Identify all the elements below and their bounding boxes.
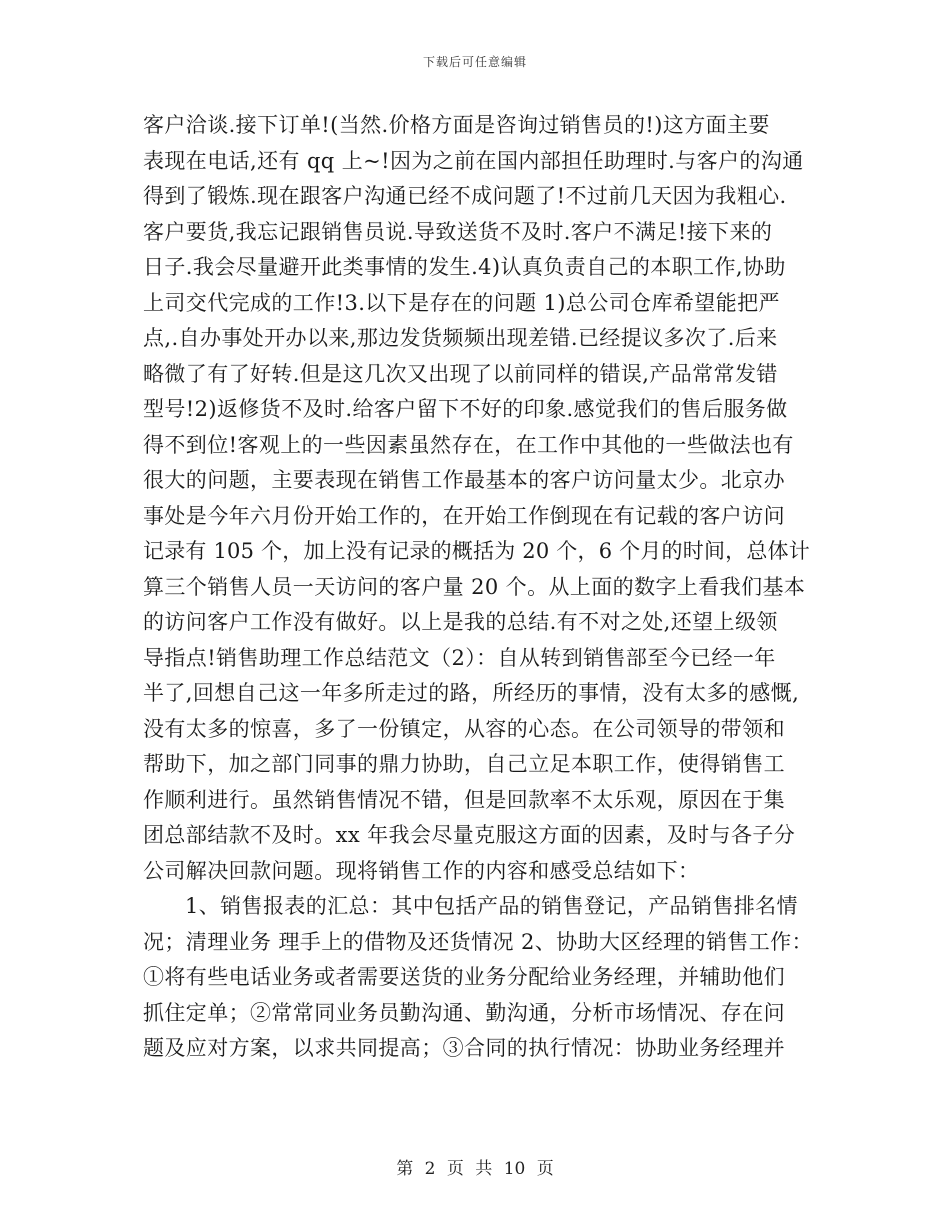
text-line: 帮助下，加之部门同事的鼎力协助，自己立足本职工作，使得销售工 [143,752,785,776]
text-line: 事处是今年六月份开始工作的，在开始工作倒现在有记载的客户访问 [143,503,785,528]
text-line: 记录有 105 个，加上没有记录的概括为 20 个，6 个月的时间，总体计 [143,539,810,563]
text-line: 上司交代完成的工作!3.以下是存在的问题 1)总公司仓库希望能把严 [143,290,780,315]
text-line: 没有太多的惊喜，多了一份镇定，从容的心态。在公司领导的带领和 [143,716,785,741]
text-line: 表现在电话,还有 qq 上~!因为之前在国内部担任助理时.与客户的沟通 [143,148,804,173]
text-line: 点,.自办事处开办以来,那边发货频频出现差错.已经提议多次了.后来 [143,326,778,350]
text-line: 半了,回想自己这一年多所走过的路，所经历的事情，没有太多的感慨, [143,681,800,705]
text-line: 很大的问题，主要表现在销售工作最基本的客户访问量太少。北京办 [143,468,785,492]
document-body [143,108,815,1067]
text-line: 客户要货,我忘记跟销售员说.导致送货不及时.客户不满足!接下来的 [143,219,773,244]
text-line: 得不到位!客观上的一些因素虽然存在，在工作中其他的一些做法也有 [143,432,794,457]
text-line: 团总部结款不及时。xx 年我会尽量克服这方面的因素，及时与各子分 [143,823,796,847]
text-line: 公司解决回款问题。现将销售工作的内容和感受总结如下： [143,858,700,883]
text-line: ①将有些电话业务或者需要送货的业务分配给业务经理，并辅助他们 [143,965,785,989]
page-header: 下载后可任意编辑 [422,55,527,69]
text-line: 客户洽谈.接下订单!(当然.价格方面是咨询过销售员的!)这方面主要 [143,113,770,137]
page-number-footer: 第 2 页 共 10 页 [396,1159,554,1179]
text-line: 况；清理业务 理手上的借物及还货情况 2、协助大区经理的销售工作： [143,929,813,954]
text-line: 的访问客户工作没有做好。以上是我的总结.有不对之处,还望上级领 [143,610,778,634]
text-line: 略微了有了好转.但是这几次又出现了以前同样的错误,产品常常发错 [143,361,778,386]
text-line: 型号!2)返修货不及时.给客户留下不好的印象.感觉我们的售后服务做 [143,397,788,421]
text-line: 导指点!销售助理工作总结范文（2）：自从转到销售部至今已经一年 [143,645,776,670]
text-line: 算三个销售人员一天访问的客户量 20 个。从上面的数字上看我们基本 [143,574,806,599]
text-line: 作顺利进行。虽然销售情况不错，但是回款率不太乐观，原因在于集 [143,787,785,812]
text-line: 抓住定单；②常常同业务员勤沟通、勤沟通，分析市场情况、存在问 [143,1000,785,1025]
text-line: 日子.我会尽量避开此类事情的发生.4)认真负责自己的本职工作,协助 [143,255,786,279]
text-line: 得到了锻炼.现在跟客户沟通已经不成问题了!不过前几天因为我粗心. [143,184,787,208]
text-line: 题及应对方案，以求共同提高；③合同的执行情况：协助业务经理并 [143,1036,785,1060]
text-line-indented: 1、销售报表的汇总：其中包括产品的销售登记，产品销售排名情 [185,894,798,918]
